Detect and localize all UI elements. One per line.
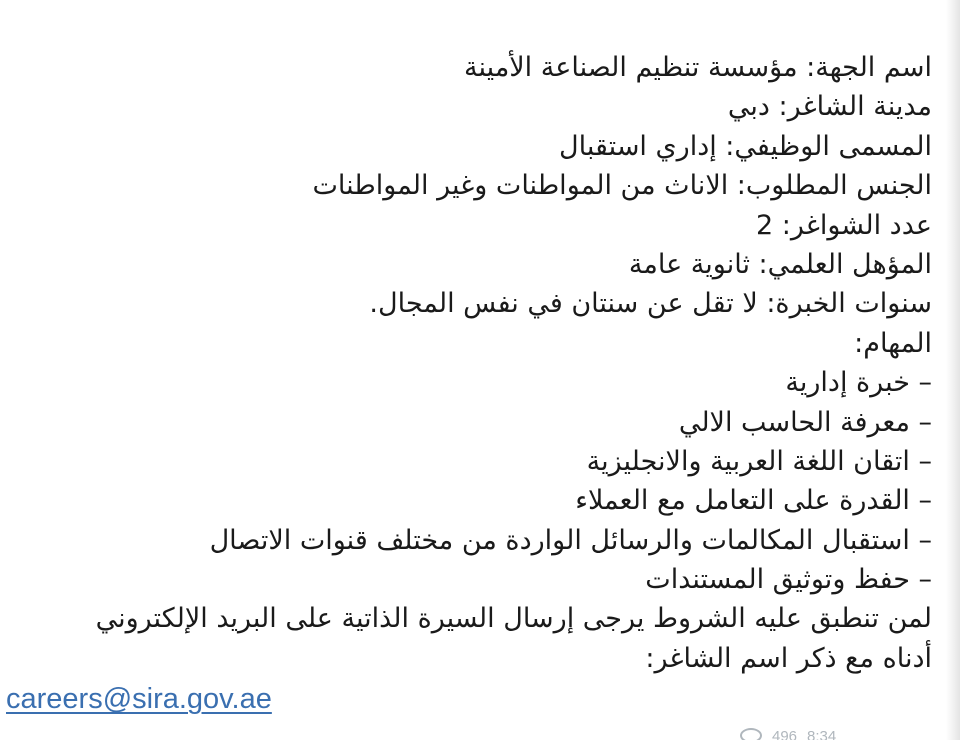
message-line: عدد الشواغر: 2 [755, 209, 932, 241]
message-edge-shadow [946, 0, 960, 740]
message-body [27, 48, 932, 678]
message-line: الجنس المطلوب: الاناث من المواطنات وغير المواطنات [312, 170, 932, 202]
message-line: – خبرة إدارية [785, 367, 932, 399]
message-line: – حفظ وتوثيق المستندات [645, 564, 932, 596]
message-line: – استقبال المكالمات والرسائل الواردة من مختلف قنوات الاتصال [209, 524, 932, 556]
message-line: المسمى الوظيفي: إداري استقبال [559, 130, 932, 162]
views-eye-icon [740, 728, 762, 740]
message-line: اسم الجهة: مؤسسة تنظيم الصناعة الأمينة [464, 52, 932, 83]
message-line: المهام: [854, 327, 932, 359]
message-line: – اتقان اللغة العربية والانجليزية [586, 445, 932, 477]
view-count: 496 [772, 728, 798, 740]
message-line: سنوات الخبرة: لا تقل عن سنتان في نفس المجال. [369, 288, 932, 320]
email-link[interactable]: careers@sira.gov.ae [6, 683, 272, 715]
message-line: المؤهل العلمي: ثانوية عامة [628, 248, 932, 280]
message-line: مدينة الشاغر: دبي [727, 91, 932, 123]
message-time: 8:34 [807, 728, 837, 740]
message-line: – القدرة على التعامل مع العملاء [575, 485, 932, 517]
message-line: – معرفة الحاسب الالي [678, 406, 932, 438]
message-line: لمن تنطبق عليه الشروط يرجى إرسال السيرة الذاتية على البريد الإلكتروني [95, 603, 932, 635]
message-line: أدناه مع ذكر اسم الشاغر: [645, 642, 932, 674]
message-meta [740, 728, 846, 740]
